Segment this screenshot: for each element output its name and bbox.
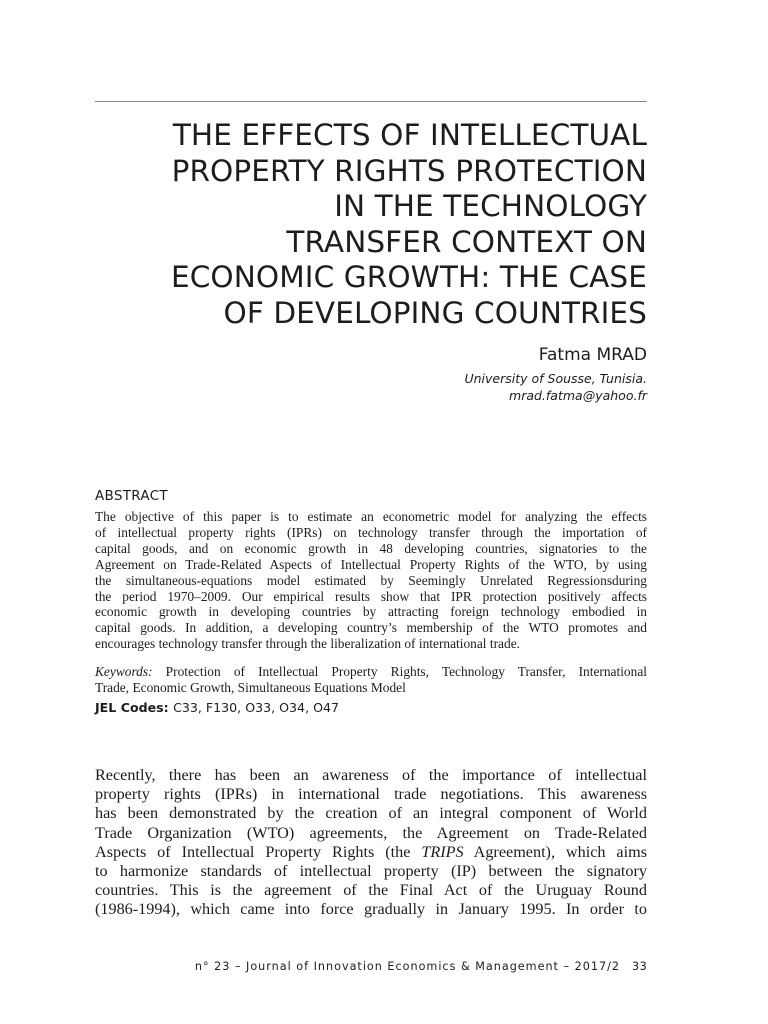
author-email: mrad.fatma@yahoo.fr [509, 388, 647, 403]
author-name: Fatma MRAD [538, 345, 647, 365]
abstract-body [95, 509, 647, 652]
paper-title [95, 118, 647, 331]
jel-label: JEL Codes: [95, 700, 169, 715]
title-line: THE EFFECTS OF INTELLECTUAL [172, 118, 647, 152]
trips-italic: TRIPS [421, 842, 464, 861]
keywords [95, 664, 647, 696]
abstract-line: Agreement on Trade-Related Aspects of Intellectual Property Rights of the WTO, by using [95, 556, 647, 572]
title-line: TRANSFER CONTEXT ON [286, 224, 647, 259]
author-affiliation: University of Sousse, Tunisia. [464, 371, 647, 386]
intro-text: Aspects of Intellectual Property Rights (the [95, 842, 422, 861]
intro-line: (1986-1994), which came into force gradually in January 1995. In order to [95, 900, 647, 919]
abstract-heading: ABSTRACT [95, 488, 168, 504]
page-number: 33 [632, 960, 648, 973]
keywords-line [95, 664, 647, 680]
title-line: IN THE TECHNOLOGY [334, 189, 647, 223]
keywords-text: Protection of Intellectual Property Rights, Technology Transfer, International [165, 664, 647, 679]
keywords-label: Keywords: [95, 664, 153, 679]
intro-line: has been demonstrated by the creation of an integral component of World [95, 804, 647, 823]
abstract-line: economic growth in developing countries by attracting foreign technology embodied in [95, 604, 647, 620]
jel-codes [95, 700, 339, 716]
top-rule [95, 101, 647, 102]
title-line: OF DEVELOPING COUNTRIES [223, 295, 647, 330]
title-line: ECONOMIC GROWTH: THE CASE [171, 260, 647, 294]
intro-line: Trade Organization (WTO) agreements, the Agreement on Trade-Related [95, 823, 647, 842]
title-line: PROPERTY RIGHTS PROTECTION [171, 153, 647, 188]
jel-codes-value: C33, F130, O33, O34, O47 [173, 700, 340, 715]
intro-line: to harmonize standards of intellectual property (IP) between the signatory [95, 862, 647, 881]
abstract-line: The objective of this paper is to estimate an econometric model for analyzing the effects [95, 509, 647, 524]
intro-line: Recently, there has been an awareness of the importance of intellectual [95, 766, 647, 784]
intro-text: Agreement), which aims [463, 842, 647, 861]
abstract-line: encourages technology transfer through the liberalization of international trade. [95, 636, 520, 652]
intro-paragraph [95, 766, 647, 920]
keywords-line: Trade, Economic Growth, Simultaneous Equations Model [95, 679, 406, 695]
abstract-line: of intellectual property rights (IPRs) on technology transfer through the importation of [95, 524, 647, 540]
journal-footer: n° 23 – Journal of Innovation Economics & Management – 2017/2 [194, 960, 620, 973]
abstract-line: the period 1970–2009. Our empirical results show that IPR protection positively affects [95, 588, 647, 604]
abstract-line: capital goods. In addition, a developing country’s membership of the WTO promotes and [95, 620, 647, 636]
abstract-line: capital goods, and on economic growth in 48 developing countries, signatories to the [95, 540, 647, 556]
intro-line: countries. This is the agreement of the Final Act of the Uruguay Round [95, 881, 647, 900]
intro-line [95, 843, 647, 862]
abstract-line: the simultaneous-equations model estimated by Seemingly Unrelated Regressionsduring [95, 572, 647, 588]
intro-line: property rights (IPRs) in international trade negotiations. This awareness [95, 785, 647, 804]
